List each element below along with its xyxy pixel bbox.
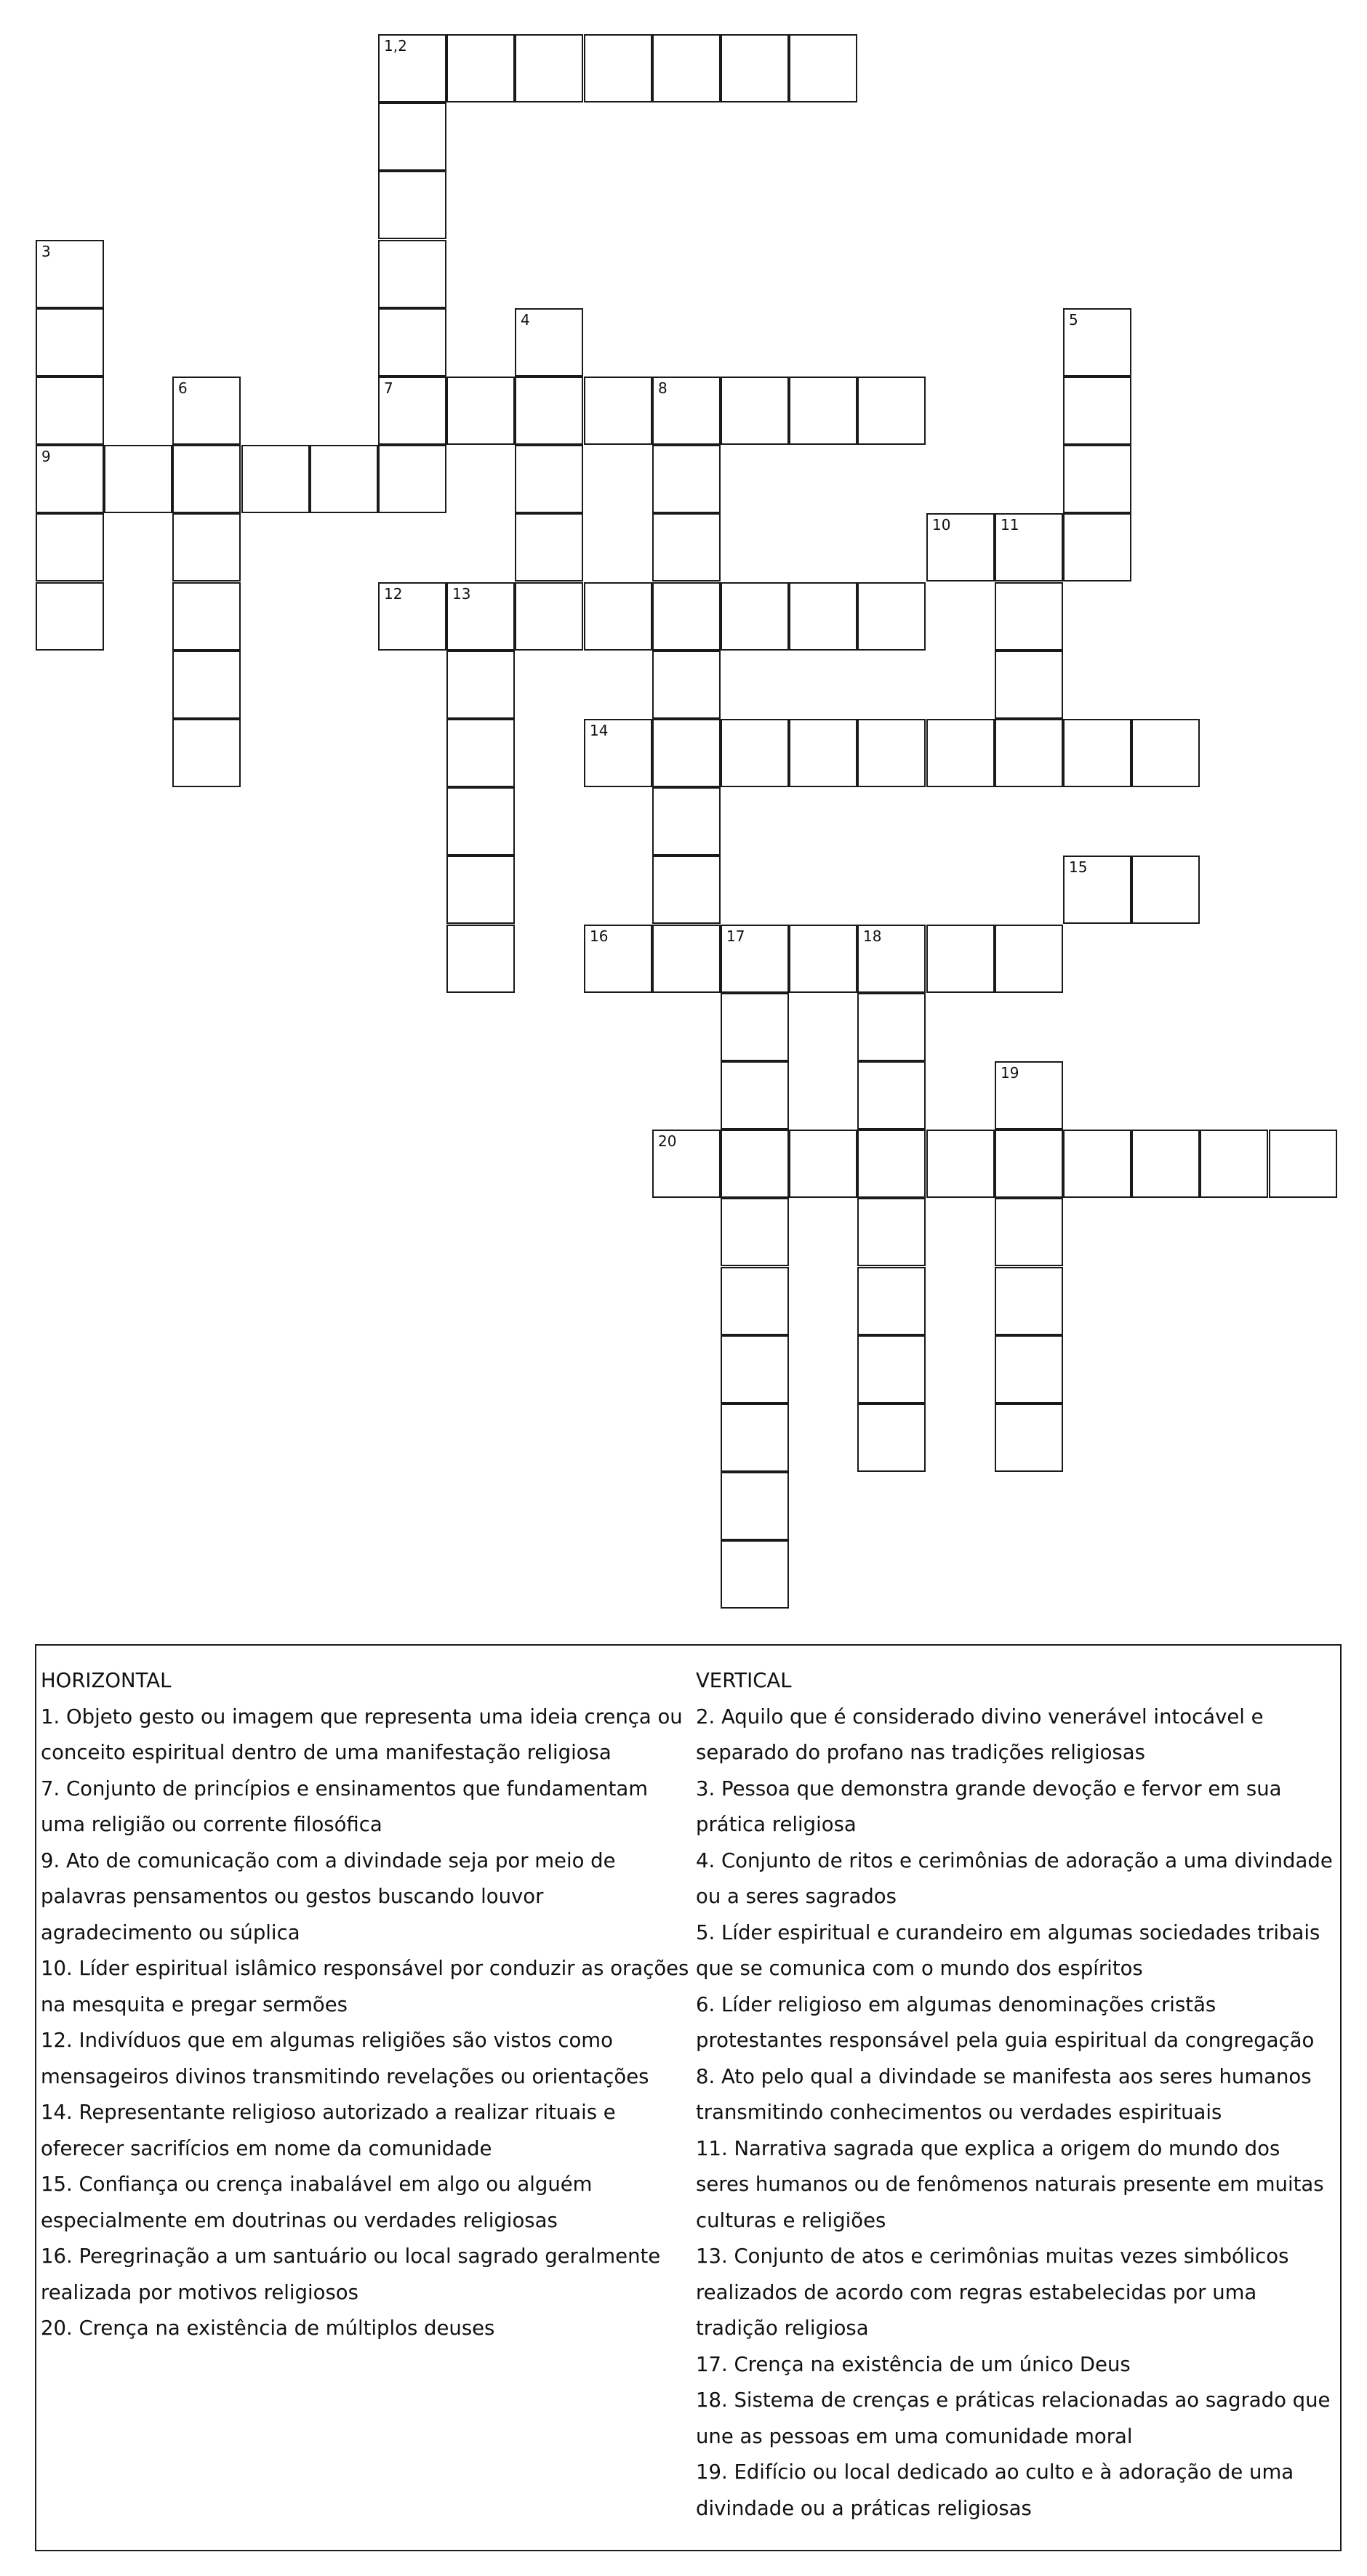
crossword-cell[interactable]: [721, 1061, 789, 1130]
crossword-cell[interactable]: [584, 719, 652, 787]
crossword-cell[interactable]: [721, 1472, 789, 1540]
clue-number: 14: [590, 722, 609, 739]
crossword-cell[interactable]: [378, 308, 446, 377]
clue-number: 11: [1001, 516, 1019, 534]
clue-number: 17: [726, 927, 745, 945]
crossword-cell[interactable]: [857, 1267, 926, 1335]
crossword-cell[interactable]: [36, 445, 104, 513]
crossword-cell[interactable]: [515, 308, 583, 377]
clue-number: 12: [384, 585, 403, 603]
crossword-cell[interactable]: [652, 787, 721, 856]
crossword-cell[interactable]: [172, 719, 241, 787]
crossword-cell[interactable]: [652, 513, 721, 581]
clue-vertical-4: 4. Conjunto de ritos e cerimônias de adoração a uma divindade ou a seres sagrados: [696, 1848, 1333, 1908]
crossword-cell[interactable]: [36, 308, 104, 377]
clue-number: 6: [178, 379, 188, 397]
clue-horizontal-12: 12. Indivíduos que em algumas religiões são vistos como mensageiros divinos transmitindo revelações ou orientações: [41, 2029, 649, 2088]
crossword-cell[interactable]: [926, 925, 995, 993]
clue-number: 15: [1069, 858, 1088, 876]
crossword-cell[interactable]: [652, 377, 721, 445]
crossword-cell[interactable]: [515, 513, 583, 581]
crossword-cell[interactable]: [378, 102, 446, 171]
crossword-cell[interactable]: [721, 1198, 789, 1266]
crossword-cell[interactable]: [446, 651, 515, 719]
crossword-cell[interactable]: [995, 1061, 1063, 1130]
clue-number: 19: [1001, 1064, 1019, 1082]
crossword-cell[interactable]: [721, 925, 789, 993]
crossword-cell[interactable]: [857, 1130, 926, 1198]
crossword-cell[interactable]: [995, 1198, 1063, 1266]
crossword-cell[interactable]: [446, 34, 515, 102]
crossword-cell[interactable]: [857, 719, 926, 787]
crossword-cell[interactable]: [172, 377, 241, 445]
crossword-cell[interactable]: [789, 582, 857, 651]
crossword-cell[interactable]: [584, 925, 652, 993]
horizontal-heading: HORIZONTAL: [41, 1669, 172, 1692]
crossword-cell[interactable]: [446, 719, 515, 787]
crossword-cell[interactable]: [378, 445, 446, 513]
crossword-cell[interactable]: [1063, 1130, 1131, 1198]
crossword-cell[interactable]: [652, 856, 721, 924]
clue-number: 7: [384, 379, 393, 397]
clue-horizontal-14: 14. Representante religioso autorizado a realizar rituais e oferecer sacrifícios em nome da comunidade: [41, 2101, 616, 2160]
crossword-cell[interactable]: [652, 1130, 721, 1198]
crossword-cell[interactable]: [1131, 1130, 1200, 1198]
crossword-cell[interactable]: [721, 1267, 789, 1335]
crossword-cell[interactable]: [652, 925, 721, 993]
crossword-cell[interactable]: [857, 925, 926, 993]
clue-vertical-17: 17. Crença na existência de um único Deus: [696, 2352, 1131, 2376]
clue-vertical-6: 6. Líder religioso em algumas denominações cristãs protestantes responsável pela guia espiritual da congregação: [696, 1992, 1315, 2052]
clue-horizontal-16: 16. Peregrinação a um santuário ou local sagrado geralmente realizada por motivos religiosos: [41, 2245, 661, 2304]
crossword-cell[interactable]: [652, 445, 721, 513]
crossword-cell[interactable]: [1063, 719, 1131, 787]
crossword-cell[interactable]: [446, 856, 515, 924]
crossword-cell[interactable]: [995, 651, 1063, 719]
crossword-cell[interactable]: [36, 513, 104, 581]
crossword-cell[interactable]: [1063, 445, 1131, 513]
crossword-cell[interactable]: [1131, 856, 1200, 924]
crossword-cell[interactable]: [721, 377, 789, 445]
crossword-cell[interactable]: [857, 1335, 926, 1404]
crossword-cell[interactable]: [310, 445, 378, 513]
crossword-cell[interactable]: [241, 445, 310, 513]
clue-number: 16: [590, 927, 609, 945]
crossword-cell[interactable]: [652, 719, 721, 787]
crossword-cell[interactable]: [995, 1335, 1063, 1404]
crossword-cell[interactable]: [789, 1130, 857, 1198]
crossword-cell[interactable]: [721, 582, 789, 651]
clue-vertical-3: 3. Pessoa que demonstra grande devoção e fervor em sua prática religiosa: [696, 1776, 1282, 1836]
crossword-cell[interactable]: [515, 445, 583, 513]
crossword-cell[interactable]: [926, 1130, 995, 1198]
crossword-cell[interactable]: [172, 513, 241, 581]
crossword-cell[interactable]: [446, 925, 515, 993]
crossword-cell[interactable]: [1131, 719, 1200, 787]
crossword-cell[interactable]: [36, 377, 104, 445]
crossword-cell[interactable]: [789, 34, 857, 102]
clue-number: 8: [658, 379, 668, 397]
crossword-cell[interactable]: [857, 1061, 926, 1130]
clue-number: 5: [1069, 311, 1078, 329]
crossword-cell[interactable]: [995, 513, 1063, 581]
clue-vertical-8: 8. Ato pelo qual a divindade se manifesta aos seres humanos transmitindo conhecimentos ou verdades espirituais: [696, 2064, 1312, 2124]
crossword-cell[interactable]: [446, 377, 515, 445]
crossword-cell[interactable]: [926, 719, 995, 787]
clue-number: 3: [41, 243, 51, 260]
clue-horizontal-7: 7. Conjunto de princípios e ensinamentos que fundamentam uma religião ou corrente filosófica: [41, 1776, 649, 1836]
crossword-cell[interactable]: [1269, 1130, 1337, 1198]
clue-number: 9: [41, 448, 51, 465]
horizontal-clues: [41, 1663, 691, 2347]
clue-horizontal-9: 9. Ato de comunicação com a divindade seja por meio de palavras pensamentos ou gestos buscando louvor agradecimento ou súplica: [41, 1848, 616, 1944]
crossword-cell[interactable]: [857, 993, 926, 1061]
crossword-cell[interactable]: [446, 787, 515, 856]
crossword-cell[interactable]: [1063, 856, 1131, 924]
crossword-cell[interactable]: [995, 1267, 1063, 1335]
crossword-cell[interactable]: [584, 582, 652, 651]
crossword-cell[interactable]: [995, 1404, 1063, 1472]
clue-horizontal-1: 1. Objeto gesto ou imagem que representa uma ideia crença ou conceito espiritual dentro de uma manifestação religiosa: [41, 1704, 683, 1764]
crossword-cell[interactable]: [172, 651, 241, 719]
clue-number: 13: [452, 585, 471, 603]
crossword-cell[interactable]: [515, 377, 583, 445]
crossword-cell[interactable]: [378, 582, 446, 651]
clues-panel: [35, 1644, 1342, 2551]
crossword-cell[interactable]: [721, 719, 789, 787]
crossword-cell[interactable]: [857, 377, 926, 445]
crossword-cell[interactable]: [789, 377, 857, 445]
clue-vertical-2: 2. Aquilo que é considerado divino venerável intocável e separado do profano nas tradições religiosas: [696, 1704, 1264, 1764]
crossword-cell[interactable]: [584, 34, 652, 102]
crossword-cell[interactable]: [36, 582, 104, 651]
crossword-cell[interactable]: [515, 582, 583, 651]
crossword-cell[interactable]: [995, 1130, 1063, 1198]
crossword-cell[interactable]: [857, 1404, 926, 1472]
vertical-clues: [696, 1663, 1336, 2527]
crossword-cell[interactable]: [584, 377, 652, 445]
crossword-cell[interactable]: [857, 1198, 926, 1266]
crossword-cell[interactable]: [172, 582, 241, 651]
clue-horizontal-10: 10. Líder espiritual islâmico responsável por conduzir as orações na mesquita e pregar sermões: [41, 1957, 689, 2016]
crossword-cell[interactable]: [721, 1540, 789, 1609]
crossword-cell[interactable]: [652, 651, 721, 719]
clue-vertical-11: 11. Narrativa sagrada que explica a origem do mundo dos seres humanos ou de fenômenos naturais presente em muitas culturas e religiões: [696, 2136, 1324, 2232]
crossword-cell[interactable]: [1063, 513, 1131, 581]
crossword-cell[interactable]: [721, 1404, 789, 1472]
crossword-cell[interactable]: [378, 240, 446, 308]
crossword-cell[interactable]: [995, 582, 1063, 651]
crossword-cell[interactable]: [1063, 377, 1131, 445]
clue-number: 10: [932, 516, 951, 534]
crossword-cell[interactable]: [995, 719, 1063, 787]
clue-horizontal-15: 15. Confiança ou crença inabalável em algo ou alguém especialmente em doutrinas ou verdades religiosas: [41, 2173, 593, 2232]
crossword-cell[interactable]: [789, 719, 857, 787]
crossword-cell[interactable]: [1063, 308, 1131, 377]
crossword-cell[interactable]: [721, 1130, 789, 1198]
vertical-heading: VERTICAL: [696, 1669, 792, 1692]
crossword-cell[interactable]: [1200, 1130, 1268, 1198]
crossword-cell[interactable]: [36, 240, 104, 308]
crossword-cell[interactable]: [926, 513, 995, 581]
clue-number: 20: [658, 1132, 677, 1150]
clue-number: 4: [521, 311, 530, 329]
crossword-cell[interactable]: [721, 993, 789, 1061]
clue-vertical-13: 13. Conjunto de atos e cerimônias muitas vezes simbólicos realizados de acordo com regras estabelecidas por uma tradição religiosa: [696, 2245, 1289, 2340]
clue-number: 1,2: [384, 37, 407, 55]
crossword-cell[interactable]: [378, 377, 446, 445]
crossword-cell[interactable]: [515, 34, 583, 102]
crossword-cell[interactable]: [446, 582, 515, 651]
clue-vertical-5: 5. Líder espiritual e curandeiro em algumas sociedades tribais que se comunica com o mundo dos espíritos: [696, 1920, 1320, 1980]
crossword-cell[interactable]: [378, 34, 446, 102]
crossword-cell[interactable]: [789, 925, 857, 993]
crossword-cell[interactable]: [857, 582, 926, 651]
crossword-cell[interactable]: [652, 34, 721, 102]
crossword-cell[interactable]: [995, 925, 1063, 993]
clue-vertical-19: 19. Edifício ou local dedicado ao culto e à adoração de uma divindade ou a práticas religiosas: [696, 2460, 1294, 2520]
clue-vertical-18: 18. Sistema de crenças e práticas relacionadas ao sagrado que une as pessoas em uma comunidade moral: [696, 2388, 1331, 2448]
crossword-cell[interactable]: [104, 445, 172, 513]
crossword-cell[interactable]: [378, 171, 446, 239]
crossword-cell[interactable]: [172, 445, 241, 513]
crossword-cell[interactable]: [721, 34, 789, 102]
clue-horizontal-20: 20. Crença na existência de múltiplos deuses: [41, 2317, 495, 2340]
crossword-cell[interactable]: [721, 1335, 789, 1404]
crossword-cell[interactable]: [652, 582, 721, 651]
clue-number: 18: [863, 927, 882, 945]
